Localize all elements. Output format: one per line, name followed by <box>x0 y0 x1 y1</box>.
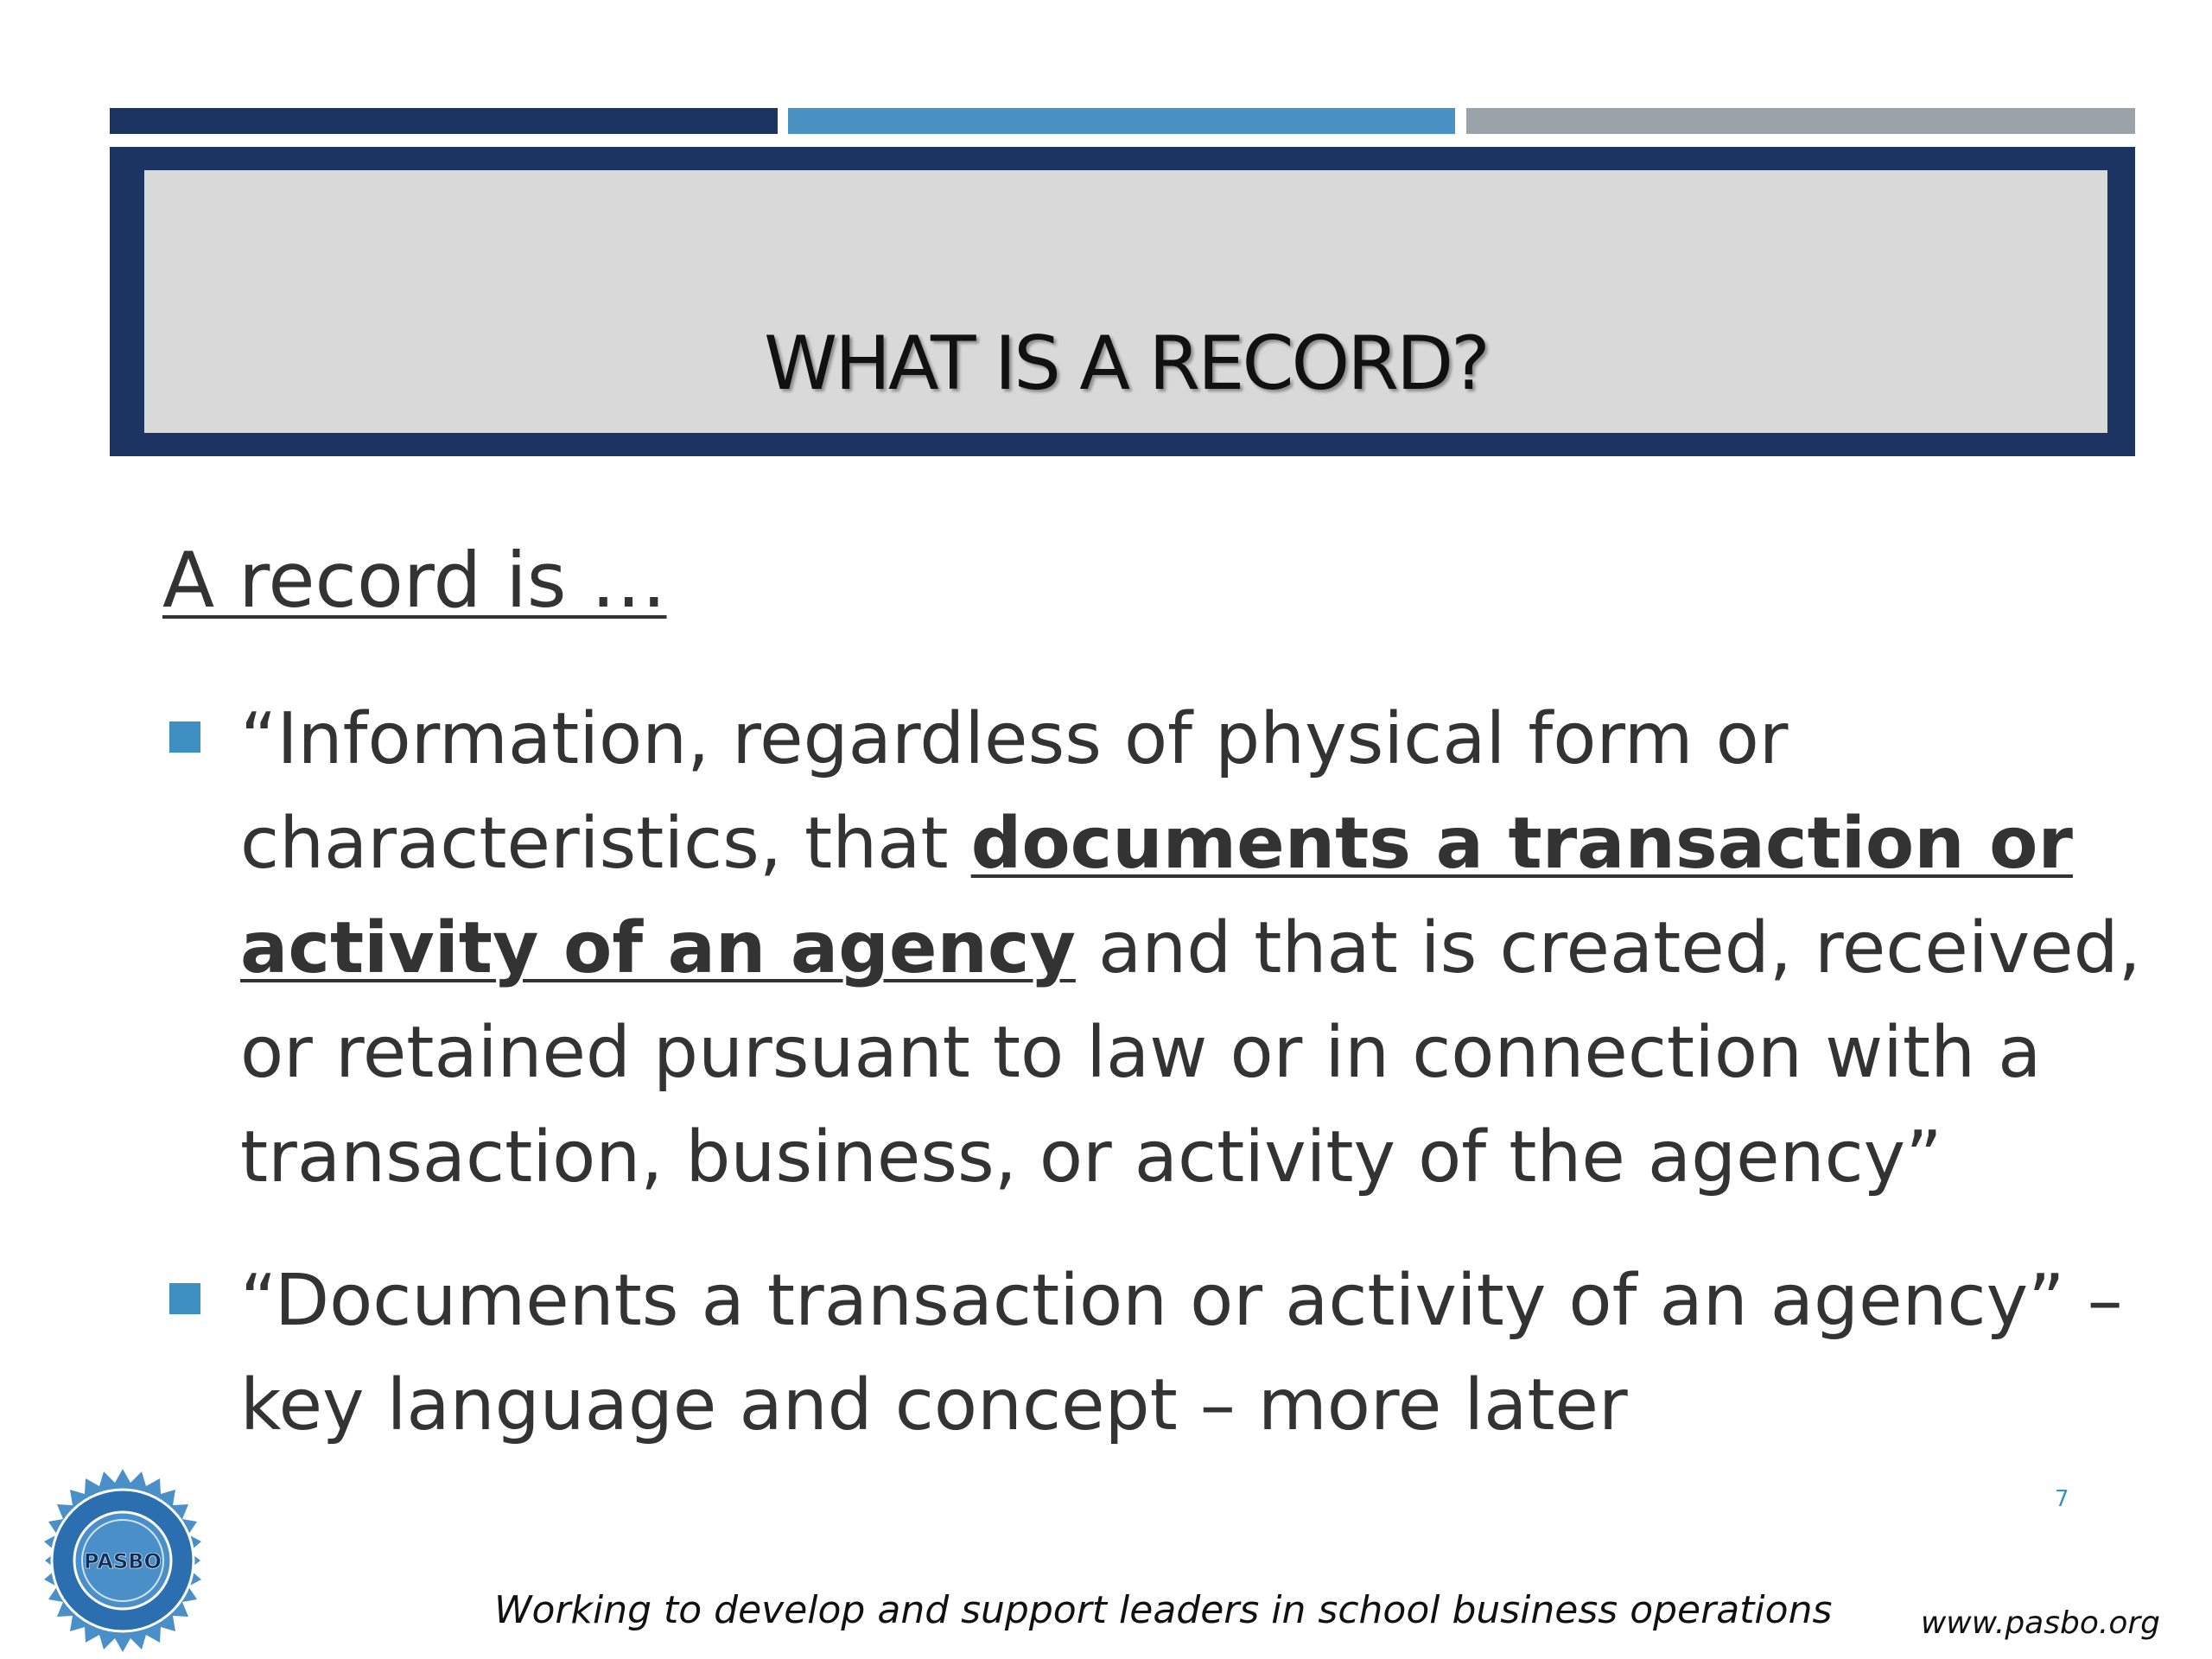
definition-text-end: and that is created, received, or retained pursuant to law or in connection with a transaction, business, or activity of the agency” <box>240 907 2141 1198</box>
page-number: 7 <box>2055 1486 2069 1512</box>
seal-logo-text: PASBO <box>84 1549 162 1573</box>
accent-bar-gray <box>1466 108 2135 134</box>
intro-heading: A record is … <box>162 536 667 625</box>
square-bullet-icon <box>169 721 200 753</box>
title-frame <box>110 147 2135 456</box>
bullet-list <box>162 687 2150 1497</box>
accent-bar-blue <box>788 108 1455 134</box>
pasbo-seal-icon <box>29 1467 216 1654</box>
bullet-item-key-language <box>162 1249 2150 1458</box>
key-language-text: “Documents a transaction or activity of an agency” – key language and concept – more later <box>240 1260 2123 1446</box>
footer-tagline: Working to develop and support leaders in school business operations <box>494 1588 1833 1632</box>
slide-title: WHAT IS A RECORD? <box>764 321 1488 407</box>
definition-text-start: “Information, regardless of physical form or characteristics, that <box>240 698 1789 885</box>
footer-website-link[interactable]: www.pasbo.org <box>1920 1605 2160 1641</box>
accent-bar-navy <box>110 108 778 134</box>
square-bullet-icon <box>169 1283 200 1314</box>
bullet-item-definition <box>162 687 2150 1210</box>
definition-emphasis: documents a transaction or activity of an agency <box>240 803 2073 989</box>
title-box <box>144 170 2107 433</box>
